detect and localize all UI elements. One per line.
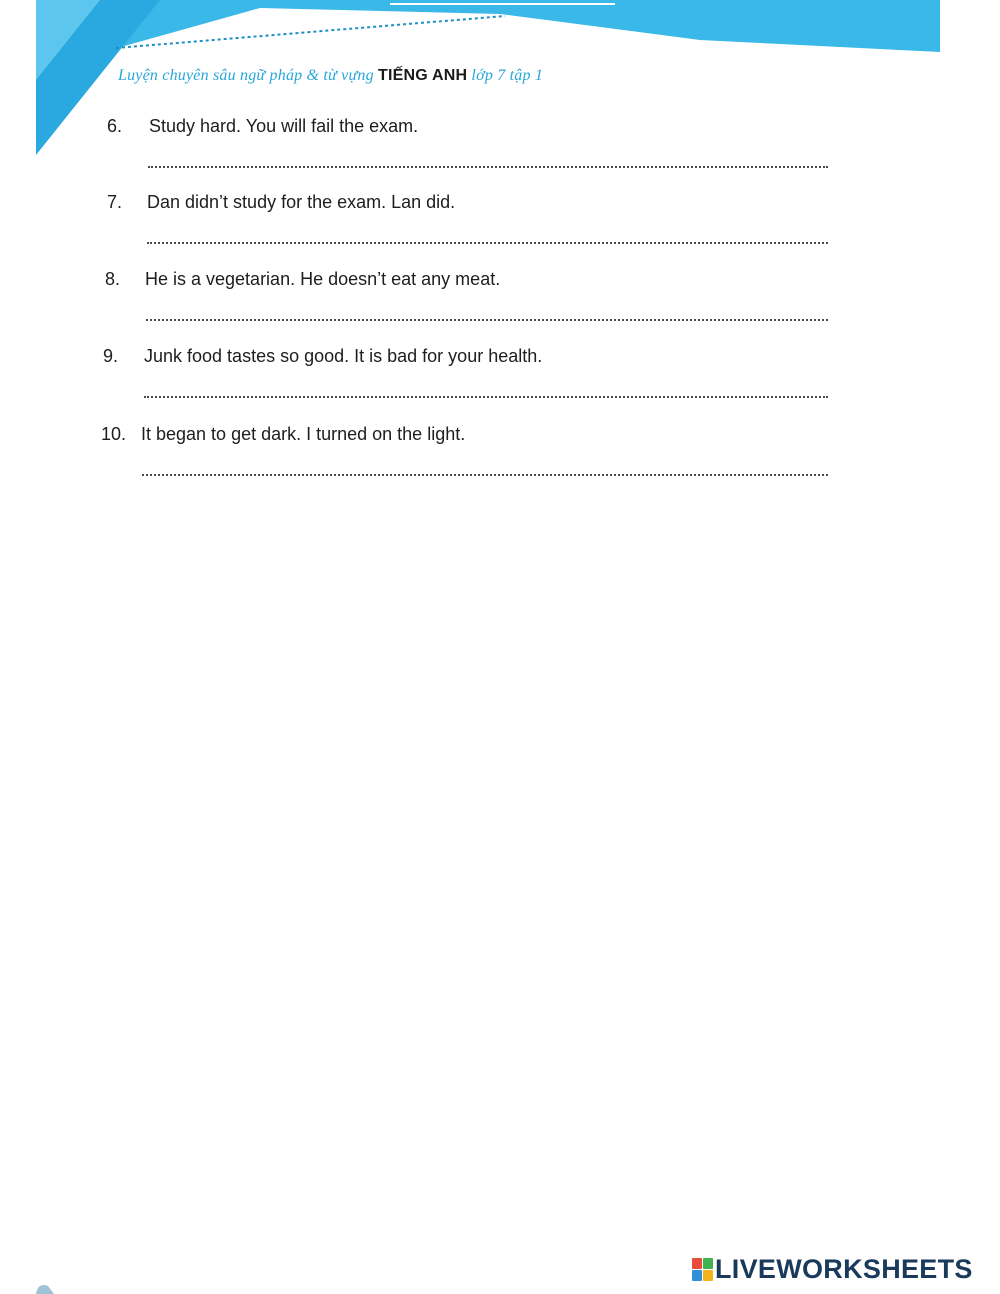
item-number: 8. (105, 269, 121, 289)
logo-icon (692, 1258, 712, 1280)
logo-square (692, 1258, 702, 1269)
subtitle-prefix: Luyện chuyên sâu ngữ pháp & từ vựng (118, 67, 379, 84)
book-subtitle (118, 67, 543, 85)
page-corner-mark (34, 1280, 56, 1294)
liveworksheets-logo (692, 1254, 973, 1284)
item-text: He is a vegetarian. He doesn’t eat any meat. (145, 269, 501, 289)
subtitle-bold: TIẾNG ANH (378, 67, 468, 84)
answer-line[interactable] (147, 242, 828, 244)
answer-line[interactable] (148, 166, 828, 168)
item-number: 7. (107, 192, 123, 212)
item-text: Dan didn’t study for the exam. Lan did. (147, 192, 456, 212)
exercise-item (0, 112, 1000, 190)
answer-line[interactable] (144, 396, 828, 398)
exercise-item (0, 421, 1000, 499)
exercise-item (0, 189, 1000, 267)
logo-square (703, 1258, 713, 1269)
logo-square (692, 1270, 702, 1281)
exercise-item (0, 266, 1000, 344)
subtitle-suffix: lớp 7 tập 1 (467, 67, 544, 84)
item-number: 10. (101, 424, 127, 444)
answer-line[interactable] (146, 319, 828, 321)
item-text: It began to get dark. I turned on the light. (141, 424, 466, 444)
item-text: Junk food tastes so good. It is bad for your health. (144, 346, 543, 366)
item-number: 6. (107, 116, 123, 136)
logo-square (703, 1270, 713, 1281)
item-text: Study hard. You will fail the exam. (149, 116, 419, 136)
item-number: 9. (103, 346, 119, 366)
logo-text: LIVEWORKSHEETS (715, 1253, 973, 1284)
banner-main-band (110, 0, 940, 52)
exercise-item (0, 343, 1000, 421)
answer-line[interactable] (142, 474, 828, 476)
